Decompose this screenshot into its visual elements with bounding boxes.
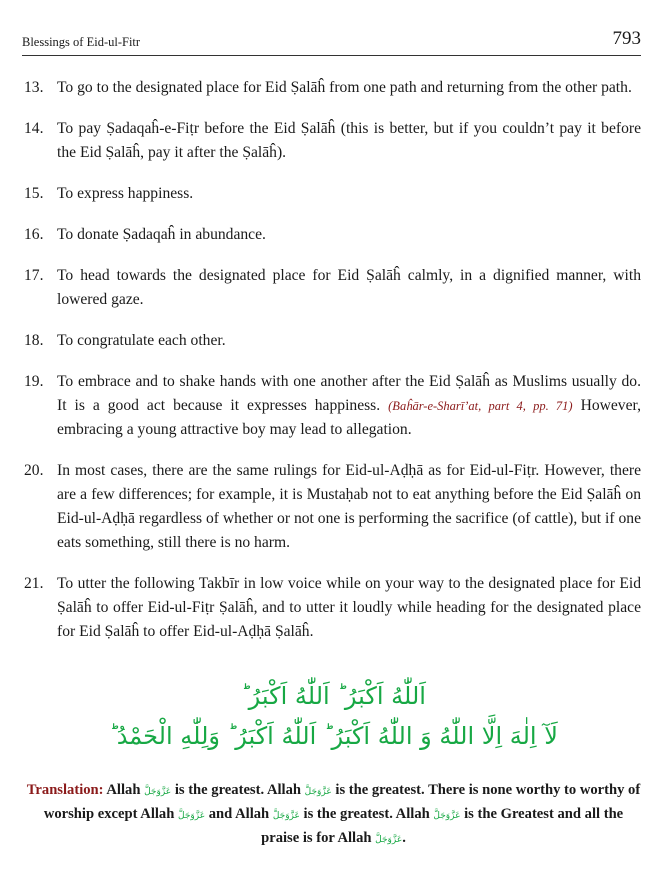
item-number: 14. [24,120,44,137]
translation-text: is the greatest. Allah [174,782,302,798]
list-item [24,76,641,100]
rules-list [24,76,641,661]
list-item [24,459,641,555]
item-text: To donate Ṣadaqaĥ in abundance. [57,226,266,243]
list-item [24,264,641,312]
translation-block [26,779,641,851]
item-text-main: To embrace and to shake hands with one another after the Eid Ṣalāĥ as Muslims usually do. It is a good act because it expresses happiness. [57,373,641,414]
honorific-glyph: عَزَّوَجَلَّ [433,811,461,821]
list-item [24,370,641,442]
translation-end: . [402,830,406,846]
running-title: Blessings of Eid-ul-Fitr [22,35,141,49]
translation-text: is the greatest. Allah [303,806,430,822]
honorific-glyph: عَزَّوَجَلَّ [272,811,300,821]
translation-text: and Allah [208,806,270,822]
item-text [57,370,641,442]
page-number: 793 [612,28,641,49]
honorific-glyph: عَزَّوَجَلَّ [304,787,332,797]
item-text: In most cases, there are the same rulings for Eid-ul-Aḍḥā as for Eid-ul-Fiṭr. However, there are a few differences; for example, it is Mustaḥab not to eat anything before the Eid Ṣalāĥ on Eid-ul-Aḍḥā regardless of whether or not one is performing the sacrifice (of cattle), but if one eats something, still there is no harm. [57,462,641,551]
item-text: To pay Ṣadaqaĥ-e-Fiṭr before the Eid Ṣalāĥ (this is better, but if you couldn’t pay it before the Eid Ṣalāĥ, pay it after the Ṣalāĥ). [57,120,641,161]
page-header [22,28,641,56]
honorific-glyph: عَزَّوَجَلَّ [178,811,206,821]
item-number: 18. [24,332,44,349]
list-item [24,182,641,206]
list-item [24,572,641,644]
item-number: 13. [24,79,44,96]
item-number: 21. [24,575,44,592]
translation-text: Allah [106,782,141,798]
item-text: To express happiness. [57,185,194,202]
item-text-continued: However, embracing a young attractive boy may lead to allegation. [57,397,641,438]
item-number: 19. [24,373,44,390]
item-number: 17. [24,267,44,284]
takbir-arabic-line-2: لَآ اِلٰهَ اِلَّا اللّٰهُ وَ اللّٰهُ اَكْبَرُ ؕ اَللّٰهُ اَكْبَرُ ؕ وَلِلّٰهِ الْحَمْدُ ؕ [109,722,558,750]
item-text: To congratulate each other. [57,332,226,349]
item-text: To go to the designated place for Eid Ṣalāĥ from one path and returning from the other path. [57,79,632,96]
translation-text: is the Greatest and all the praise is for Allah [261,806,624,846]
list-item [24,329,641,353]
translation-label: Translation: [26,782,104,798]
source-reference: (Baĥār-e-Sharī’at, part 4, pp. 71) [388,399,573,413]
item-number: 16. [24,226,44,243]
list-item [24,117,641,165]
honorific-glyph: عَزَّوَجَلَّ [144,787,172,797]
item-number: 20. [24,462,44,479]
item-text: To utter the following Takbīr in low voice while on your way to the designated place for Eid Ṣalāĥ to offer Eid-ul-Fiṭr Ṣalāĥ, and to utter it loudly while heading for the designated place for Eid Ṣalāĥ to offer Eid-ul-Aḍḥā Ṣalāĥ. [57,575,641,640]
list-item [24,223,641,247]
takbir-arabic-line-1: اَللّٰهُ اَكْبَرُ ؕ اَللّٰهُ اَكْبَرُ ؕ [241,682,426,710]
item-text: To head towards the designated place for Eid Ṣalāĥ calmly, in a dignified manner, with lowered gaze. [57,267,641,308]
translation-text: is the greatest. There is none worthy to worthy of worship except Allah [43,782,641,822]
item-number: 15. [24,185,44,202]
honorific-glyph: عَزَّوَجَلَّ [375,835,403,845]
